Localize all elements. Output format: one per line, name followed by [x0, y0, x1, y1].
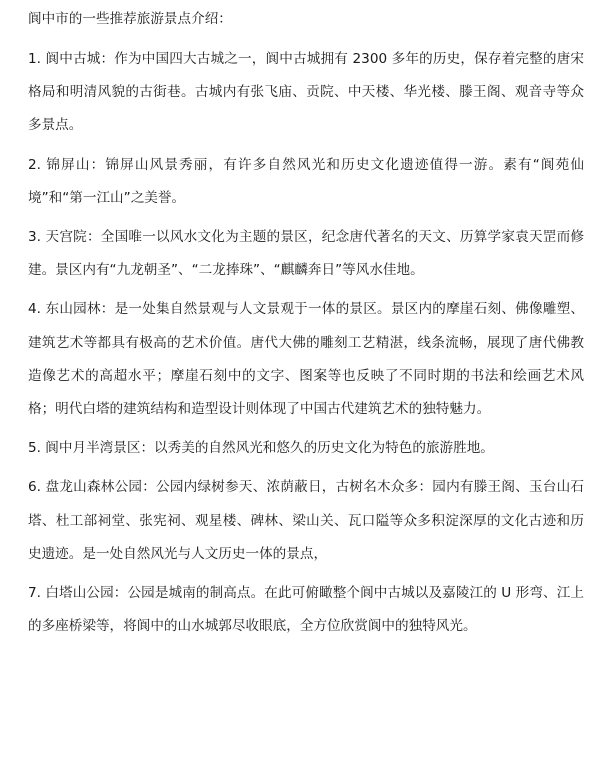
list-item-dongshan-yuanlin: 4. 东山园林：是一处集自然景观与人文景观于一体的景区。景区内的摩崖石刻、佛像雕塑、建筑艺术等都具有极高的艺术价值。唐代大佛的雕刻工艺精湛，线条流畅，展现了唐代佛教造像艺术的高超水平；摩崖石刻中的文字、图案等也反映了不同时期的书法和绘画艺术风格；明代白塔的建筑结构和造型设计则体现了中国古代建筑艺术的独特魅力。 [28, 301, 584, 418]
list-item-yuebanwan: 5. 阆中月半湾景区：以秀美的自然风光和悠久的历史文化为特色的旅游胜地。 [28, 440, 494, 457]
document-body [28, 0, 584, 643]
document-title: 阆中市的一些推荐旅游景点介绍： [28, 11, 232, 27]
list-item-tiangongyuan: 3. 天宫院：全国唯一以风水文化为主题的景区，纪念唐代著名的天文、历算学家袁天罡而修建。景区内有“九龙朝圣”、“二龙捧珠”、“麒麟奔日”等风水佳地。 [28, 229, 584, 279]
list-item-baitashan: 7. 白塔山公园：公园是城南的制高点。在此可俯瞰整个阆中古城以及嘉陵江的 U 形弯、江上的多座桥梁等，将阆中的山水城郭尽收眼底，全方位欣赏阆中的独特风光。 [28, 585, 584, 635]
list-item-gucheng: 1. 阆中古城：作为中国四大古城之一，阆中古城拥有 2300 多年的历史，保存着完整的唐宋格局和明清风貌的古街巷。古城内有张飞庙、贡院、中天楼、华光楼、滕王阁、观音寺等众多景点。 [28, 51, 584, 134]
list-item-panlongshan: 6. 盘龙山森林公园：公园内绿树参天、浓荫蔽日，古树名木众多：园内有滕王阁、玉台山石塔、杜工部祠堂、张宪祠、观星楼、碑林、梁山关、瓦口隘等众多积淀深厚的文化古迹和历史遗迹。是一处自然风光与人文历史一体的景点， [28, 479, 584, 562]
list-item-jinpingshan: 2. 锦屏山：锦屏山风景秀丽，有许多自然风光和历史文化遗迹值得一游。素有“阆苑仙境”和“第一江山”之美誉。 [28, 156, 584, 206]
